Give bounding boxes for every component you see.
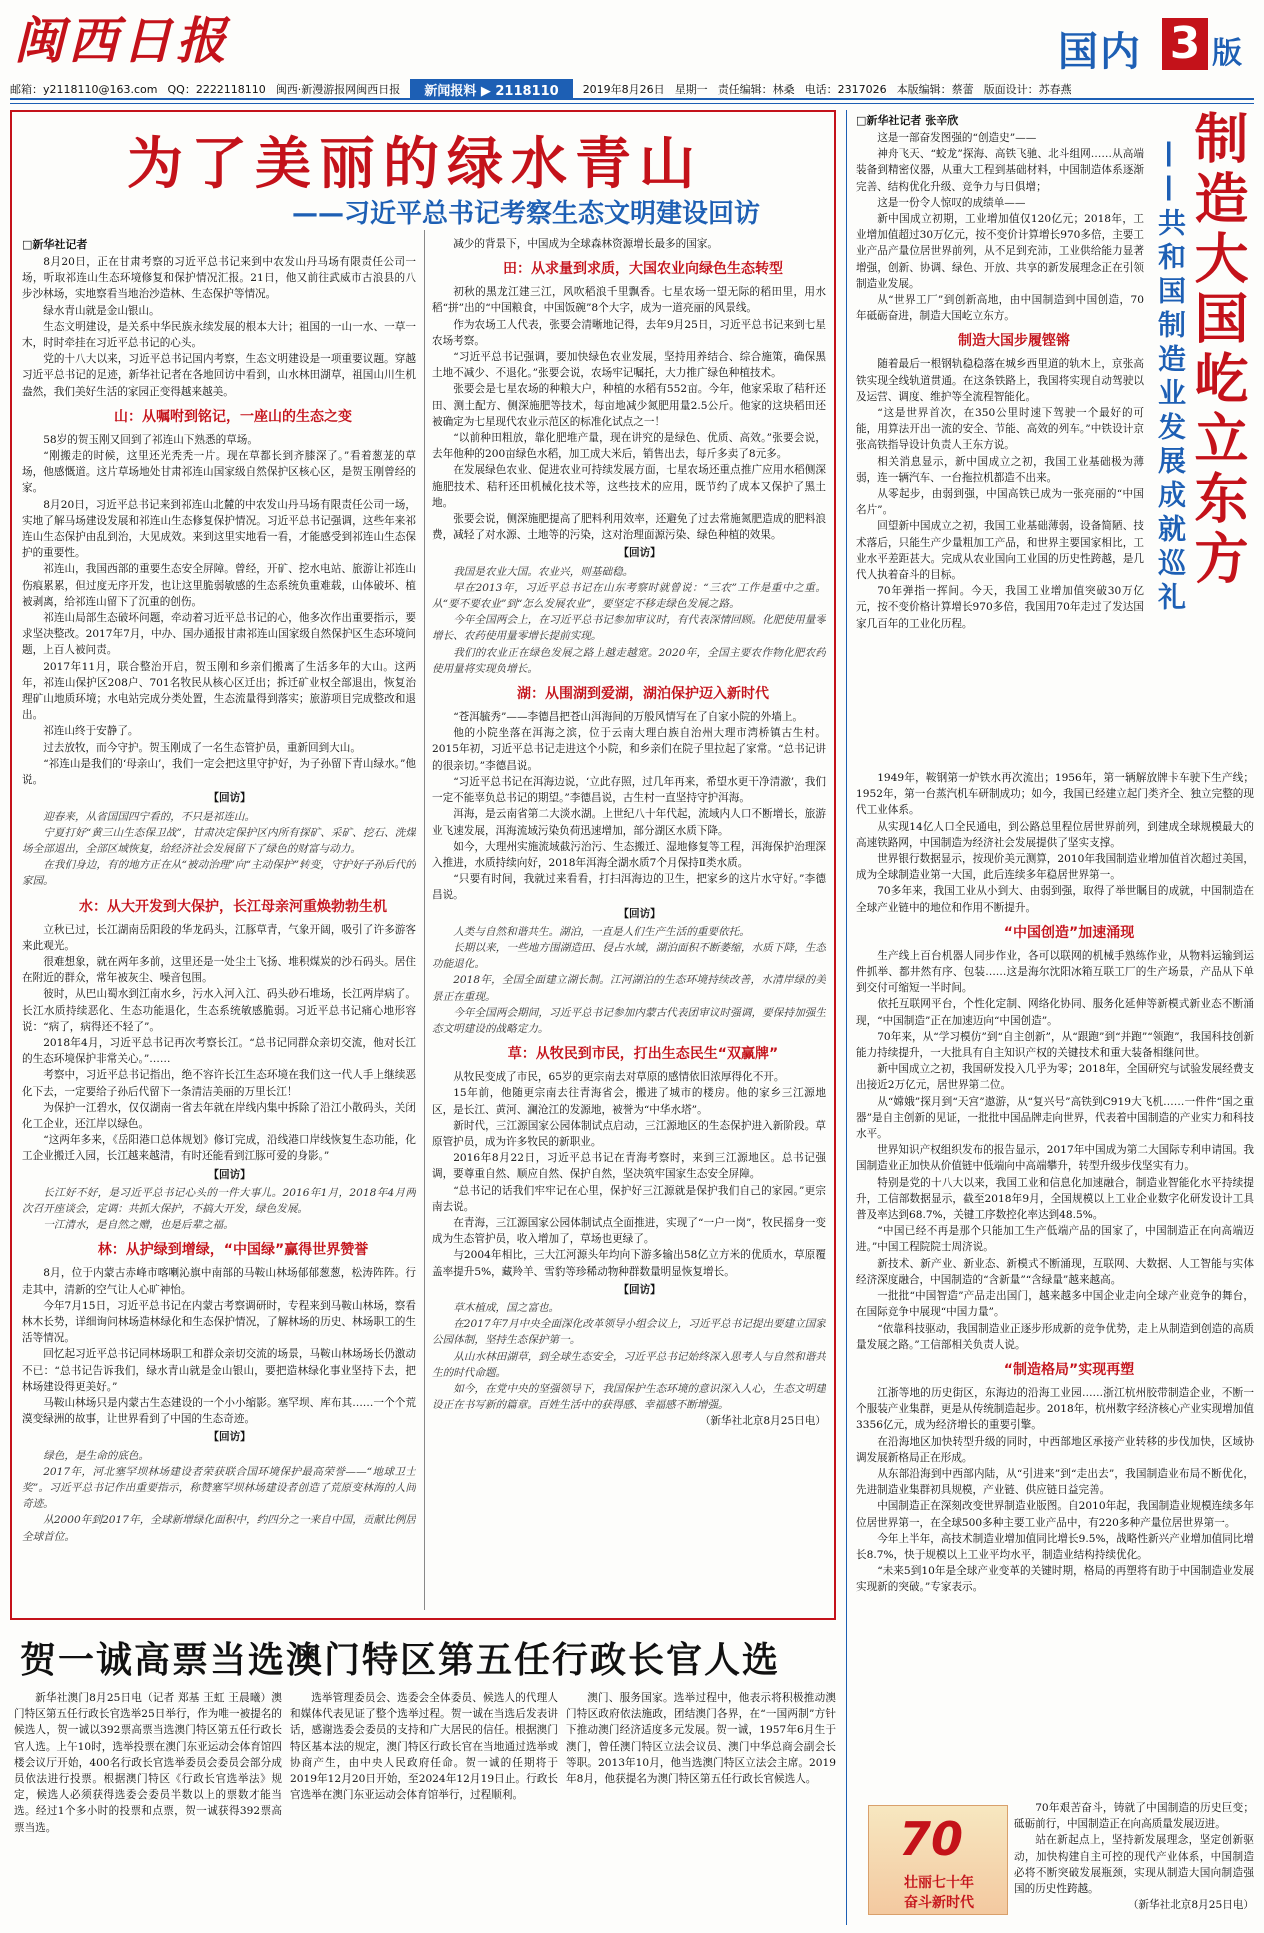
paragraph: 70年来，从“学习模仿”到“自主创新”，从“跟跑”到“并跑”“领跑”，我国科技创新能力持续提升，一大批具有自主知识产权的关键技术和重大装备相继问世。 — [856, 1030, 1254, 1060]
paragraph: 过去放牧，而今守护。贺玉刚成了一名生态管护员，重新回到大山。 — [43, 741, 361, 754]
emblem-line-2: 奋斗新时代 — [904, 1895, 974, 1911]
paragraph: 党的十八大以来，习近平总书记国内考察，生态文明建设是一项重要议题。穿越习近平总书记的足迹，新华社记者在各地回访中看到，山水林田湖草，祖国山川生机盎然，我们美好生活的家园正变得越来越美。 — [22, 353, 416, 398]
second-article-column-2 — [290, 1690, 558, 1926]
section-marker: 【回访】 — [208, 792, 251, 805]
paragraph: 新中国成立之初，我国研发投入几乎为零；2018年，全国研究与试验发展经费支出接近2万亿元，居世界第二位。 — [856, 1063, 1254, 1092]
paragraph: 站在新起点上，坚持新发展理念，坚定创新驱动，加快构建自主可控的现代产业体系，中国制造必将不断突破发展瓶颈，实现从制造大国向制造强国的历史性跨越。 — [1014, 1834, 1254, 1896]
commentary: 早在2013年，习近平总书记在山东考察时就曾说：“三农”工作是重中之重。从“要不要农业”到“怎么发展农业”，要坚定不移走绿色发展之路。 — [432, 581, 826, 611]
paragraph: 从零起步，由弱到强，中国高铁已成为一张亮丽的“中国名片”。 — [856, 488, 1144, 517]
paragraph: 新时代，三江源国家公园体制试点启动，三江源地区的生态保护进入新阶段。草原管护员，成为许多牧民的新职业。 — [432, 1119, 826, 1148]
subheading: 草：从牧民到市民，打出生态民生“双赢牌” — [507, 1046, 779, 1063]
paragraph: 初秋的黑龙江建三江，风吹稻浪千里飘香。七星农场一望无际的稻田里，用水稻“拼”出的“中国粮食，中国饭碗”8个大字，成为一道亮丽的风景线。 — [432, 286, 826, 315]
commentary: 我国是农业大国。农业兴，则基础稳。 — [453, 565, 634, 578]
paragraph: 从“嫦娥”探月到“天宫”遨游，从“复兴号”高铁到C919大飞机……一件件“国之重器”是自主创新的见证，一批批中国品牌走向世界，代表着中国制造的产业实力和科技水平。 — [856, 1095, 1254, 1141]
subheading: 制造大国步履铿锵 — [958, 333, 1070, 350]
paragraph: 70多年来，我国工业从小到大、由弱到强，取得了举世瞩目的成就，中国制造在全球产业链中的地位和作用不断提升。 — [856, 885, 1254, 914]
paragraph: 回望新中国成立之初，我国工业基础薄弱，设备简陋、技术落后，只能生产少量粗加工产品，和世界主要国家相比，工业水平差距甚大。完成从农业国向工业国的历史性跨越，是几代人执着奋斗的目标。 — [856, 520, 1144, 582]
proof: 版面设计：苏春燕 — [983, 83, 1072, 96]
paragraph: 15年前，他随更宗南去往青海省会，搬进了城市的楼房。他的家乡三江源地区，是长江、黄河、澜沧江的发源地，被誉为“中华水塔”。 — [432, 1087, 826, 1116]
paragraph: 58岁的贺玉刚又回到了祁连山下熟悉的草场。 — [43, 433, 258, 446]
paragraph: 从牧民变成了市民，65岁的更宗南去对草原的感情依旧浓厚得化不开。 — [453, 1071, 785, 1084]
paragraph: 祁连山终于安静了。 — [43, 725, 139, 738]
commentary: 从山水林田湖草，到全球生态安全，习近平总书记始终深入思考人与自然和谐共生的时代命题。 — [432, 1350, 826, 1379]
section-label — [1058, 14, 1258, 76]
designer: 本版编辑：蔡蕾 — [896, 83, 974, 96]
paragraph: 祁连山，我国西部的重要生态安全屏障。曾经，开矿、挖水电站、旅游让祁连山伤痕累累，但过度无序开发，也让这里脆弱敏感的生态系统负重难载，山体破坏、植被剥离，给祁连山留下了沉重的创伤。 — [22, 563, 416, 608]
paragraph: 回忆起习近平总书记同林场职工和群众亲切交流的场景，马鞍山林场场长仍激动不已：“总书记告诉我们，绿水青山就是金山银山，要把造林绿化事业坚持下去，把林场建设得更美好。” — [22, 1348, 416, 1393]
paragraph: 在发展绿色农业、促进农业可持续发展方面，七星农场还重点推广应用水稻侧深施肥技术、秸秆还田机械化技术等，这些技术的应用，既节约了成本又保护了黑土地。 — [432, 464, 826, 509]
sidebar-column-tail — [1014, 1800, 1254, 1928]
page-unit: 版 — [1212, 36, 1242, 71]
paragraph: 一批批“中国智造”产品走出国门，越来越多中国企业走向全球产业竞争的舞台，在国际竞争中展现“中国力量”。 — [856, 1290, 1254, 1319]
paragraph: 绿水青山就是金山银山。 — [43, 304, 160, 317]
second-headline: 贺一诚高票当选澳门特区第五任行政长官人选 — [20, 1639, 781, 1681]
paragraph: 相关消息显示，新中国成立之初，我国工业基础极为薄弱，连一辆汽车、一台拖拉机都造不出来。 — [856, 455, 1144, 484]
subheading: 林：从护绿到增绿，“中国绿”赢得世界赞誉 — [97, 1242, 369, 1259]
main-article-column-1 — [22, 254, 416, 1610]
commentary: 长江好不好，是习近平总书记心头的一件大事儿。2016年1月，2018年4月两次召开座谈会，定调：共抓大保护，不搞大开发，绿色发展。 — [22, 1186, 416, 1215]
paragraph: 从实现14亿人口全民通电，到公路总里程位居世界前列，到建成全球规模最大的高速铁路网，中国制造为经济社会发展提供了坚实支撑。 — [856, 820, 1254, 849]
anniversary-emblem — [868, 1805, 1008, 1915]
paragraph: 张要会说，侧深施肥提高了肥料利用效率，还避免了过去常施氮肥造成的肥料浪费，减轻了对水源、土地等的污染，这对治理面源污染、绿色种植的效果。 — [432, 513, 826, 542]
paragraph: 新技术、新产业、新业态、新模式不断涌现，互联网、大数据、人工智能与实体经济深度融合，中国制造的“含新量”“含绿量”越来越高。 — [856, 1257, 1254, 1286]
subheading: 田：从求量到求质，大国农业向绿色生态转型 — [503, 261, 783, 278]
commentary: 宁夏打好“黄三山生态保卫战”，甘肃决定保护区内所有探矿、采矿、挖石、洗煤场全部退出，全部区域恢复，给经济社会发展留下了绿色的财富与动力。 — [22, 826, 416, 855]
sidebar-divider — [846, 110, 847, 1925]
paragraph: “习近平总书记强调，要加快绿色农业发展，坚持用养结合、综合施策，确保黑土地不减少、不退化。”张要会说，农场牢记嘱托，大力推广绿色种植技术。 — [432, 351, 826, 380]
subheading: 水：从大开发到大保护，长江母亲河重焕勃勃生机 — [79, 898, 387, 915]
paragraph: 中国制造正在深刻改变世界制造业版图。自2010年起，我国制造业规模连续多年位居世界第一，在全球500多种主要工业产品中，有220多种产量位居世界第一。 — [856, 1500, 1254, 1529]
sidebar-byline: □新华社记者 张辛欣 — [856, 114, 959, 127]
commentary: 如今，在党中央的坚强领导下，我国保护生态环境的意识深入人心，生态文明建设正在书写新的篇章。百姓生活中的获得感、幸福感不断增强。 — [432, 1383, 826, 1412]
subheading: 山：从嘱咐到铭记，一座山的生态之变 — [114, 408, 352, 425]
paragraph: “习近平总书记在洱海边说，‘立此存照，过几年再来，希望水更干净清澈’，我们一定不能辜负总书记的期望。”李德昌说，古生村一直坚持守护洱海。 — [432, 775, 826, 805]
paragraph: “总书记的话我们牢牢记在心里，保护好三江源就是保护我们自己的家园。”更宗南去说。 — [432, 1184, 826, 1213]
paragraph: 在沿海地区加快转型升级的同时，中西部地区承接产业转移的步伐加快，区域协调发展新格局正在形成。 — [856, 1435, 1254, 1464]
sidebar-subheadline: ——共和国制造业发展成就巡礼 — [1154, 140, 1187, 616]
section-marker: 【回访】 — [618, 547, 661, 560]
paragraph: “以前种田粗放，靠化肥堆产量，现在讲究的是绿色、优质、高效。”张要会说，去年他种的200亩绿色水稻，加工成大米后，销售出去，每斤多卖了8元多。 — [432, 432, 826, 461]
weekday: 星期一 — [674, 83, 708, 96]
paragraph: “刚搬走的时候，这里还光秃秃一片。现在草都长到齐膝深了。”看着葱茏的草场，他感慨道。这片草场地处甘肃祁连山国家级自然保护区核心区，是贺玉刚曾经的家。 — [22, 450, 416, 495]
paragraph: “这是世界首次，在350公里时速下驾驶一个最好的可能，用算法开出一流的安全、节能、高效的列车。”中铁设计京张高铁指导设计负责人王东方说。 — [856, 407, 1144, 452]
section-marker: 【回访】 — [618, 907, 661, 920]
paragraph: 很难想象，就在两年多前，这里还是一处尘土飞扬、堆积煤炭的沙石码头。居住在附近的群众，常年被灰尘、噪音包围。 — [22, 955, 416, 985]
commentary: 在我们身边，有的地方正在从“被动治理”向“主动保护”转变，守护好子孙后代的家园。 — [22, 859, 416, 888]
slogan: 闽西·新漫游报网闽西日报 — [275, 83, 401, 96]
paragraph: 彼时，从巴山蜀水到江南水乡，污水入河入江、码头砂石堆场，长江两岸病了。长江水质持续恶化、生态功能退化，生态系统敏感脆弱。习近平总书记痛心地形容说：“病了，病得还不轻了”。 — [22, 988, 416, 1033]
email: 邮箱：y2118110@163.com — [10, 83, 158, 96]
paragraph: 从“世界工厂”到创新高地，由中国制造到中国创造，70年砥砺奋进，制造大国屹立东方。 — [856, 294, 1144, 323]
commentary: 在2017年7月中央全面深化改革领导小组会议上，习近平总书记提出要建立国家公园体制，坚持生态保护第一。 — [432, 1318, 826, 1347]
qq: QQ：2222118110 — [167, 83, 266, 96]
paragraph: “只要有时间，我就过来看看，打扫洱海边的卫生，把家乡的这片水守好。”李德昌说。 — [432, 873, 826, 902]
second-article-column-3 — [566, 1690, 836, 1926]
paragraph: 立秋已过，长江湖南岳阳段的华龙码头，江豚草青，气象开阔，吸引了许多游客来此观光。 — [22, 923, 416, 952]
paragraph: 新华社澳门8月25日电（记者 郑基 王虹 王晨曦）澳门特区第五任行政长官选举25日举行，作为唯一被提名的候选人，贺一诚以392票高票当选澳门特区第五任行政长官人选。上午10时，选举投票在澳门东亚运动会体育馆四楼会议厅开始，400名行政长官选举委员会委员会部分成员依法进行投票。根据澳门特区《行政长官选举法》规定，候选人必须获得选委会委员半数以上的票数才能当选。经过1个多小时的投票和点票，贺一诚获得392票高票当选。 — [14, 1692, 282, 1834]
commentary: 迎春来，从省国国四宁看的，不只是祁连山。 — [43, 810, 256, 823]
commentary: 2018年，全国全面建立湖长制。江河湖泊的生态环境持续改善，水清岸绿的美景正在重现。 — [432, 974, 826, 1003]
paragraph: 张要会是七星农场的种粮大户，种植的水稻有552亩。今年，他家采取了秸秆还田、测土配方、侧深施肥等技术，每亩地减少氮肥用量2.5公斤。他家的这块稻田还被确定为七星现代农业示范区的标准化试点之一！ — [432, 383, 826, 428]
commentary: 一江清水，是自然之赠，也是后辈之福。 — [43, 1219, 234, 1232]
sidebar-column-top — [856, 130, 1144, 770]
paragraph: 洱海，是云南省第二大淡水湖。上世纪八十年代起，流域内人口不断增长，旅游业飞速发展，洱海流域污染负荷迅速增加，部分湖区水质下降。 — [432, 808, 826, 837]
subheading: “制造格局”实现再塑 — [1003, 1361, 1135, 1378]
editor: 责任编辑：林桑 — [717, 83, 795, 96]
main-headline: 为了美丽的绿水青山 — [127, 132, 703, 197]
paragraph: “未来5到10年是全球产业变革的关键时期，格局的再塑将有助于中国制造业发展实现新的突破。”专家表示。 — [856, 1565, 1254, 1594]
paragraph: 这是一份令人惊叹的成绩单—— — [877, 196, 1026, 209]
paragraph: 在青海，三江源国家公园体制试点全面推进，实现了“一户一岗”，牧民摇身一变成为生态管护员，收入增加了，草场也更绿了。 — [432, 1216, 826, 1246]
commentary: 长期以来，一些地方围湖造田、侵占水域，湖泊面积不断萎缩，水质下降，生态功能退化。 — [432, 941, 826, 971]
paragraph: 2017年11月，联合整治开启，贺玉刚和乡亲们搬离了生活多年的大山。这两年，祁连山保护区208户、701名牧民从核心区迁出；拆迁矿业权全部退出，恢复治理矿山地质环境；水电站完成分类处置，生态流量得到落实；旅游项目完成整改和退出。 — [22, 660, 416, 722]
paragraph: 今年7月15日，习近平总书记在内蒙古考察调研时，专程来到马鞍山林场，察看林木长势，详细询问林场造林绿化和生态保护情况，了解林场的历史、林场职工的生活等情况。 — [22, 1299, 416, 1345]
dateline: （新华社北京8月25日电） — [1127, 1899, 1254, 1912]
commentary: 人类与自然和谐共生。湖泊，一直是人们生产生活的重要依托。 — [453, 925, 750, 938]
sidebar-headline: 制造大国屹立东方 — [1186, 110, 1249, 590]
subheading: “中国创造”加速涌现 — [1003, 924, 1135, 941]
header-rule — [10, 103, 1254, 104]
paragraph: “中国已经不再是那个只能加工生产低端产品的国家了，中国制造正在向高端迈进。”中国工程院院士周济说。 — [856, 1225, 1254, 1254]
main-article-column-2 — [432, 236, 826, 1610]
paragraph: 马鞍山林场只是内蒙古生态建设的一个小小缩影。塞罕坝、库布其……一个个荒漠变绿洲的故事，让世界看到了中国的生态奇迹。 — [22, 1397, 416, 1426]
commentary: 今年全国两会期间，习近平总书记参加内蒙古代表团审议时强调，要保持加强生态文明建设的战略定力。 — [432, 1006, 826, 1035]
paragraph: 8月，位于内蒙古赤峰市喀喇沁旗中南部的马鞍山林场郁郁葱葱，松涛阵阵。行走其中，清新的空气让人心旷神怡。 — [22, 1267, 416, 1296]
section-marker: 【回访】 — [208, 1431, 251, 1444]
paragraph: 考察中，习近平总书记指出，绝不容许长江生态环境在我们这一代人手上继续恶化下去，一定要给子孙后代留下一条清洁美丽的万里长江！ — [22, 1069, 416, 1098]
paragraph: 2016年8月22日，习近平总书记在青海考察时，来到三江源地区。总书记强调，要尊重自然、顺应自然、保护自然，坚决筑牢国家生态安全屏障。 — [432, 1152, 826, 1181]
section-marker: 【回访】 — [208, 1168, 251, 1181]
emblem-number: 70 — [899, 1812, 964, 1866]
main-byline: □新华社记者 — [22, 238, 88, 251]
page-number: 3 — [1162, 18, 1208, 70]
paragraph: 江浙等地的历史街区，东海边的沿海工业园……浙江杭州胶带制造企业，不断一个服装产业集群，更是从传统制造起步。2018年，杭州数字经济核心产业实现增加值3356亿元，成为经济增长的重要引擎。 — [856, 1386, 1254, 1432]
phone: 电话：2317026 — [804, 83, 887, 96]
info-bar — [10, 80, 1254, 100]
issue-date: 2019年8月26日 — [582, 83, 665, 96]
paragraph: 从东部沿海到中西部内陆，从“引进来”到“走出去”，我国制造业布局不断优化，先进制造业集群初具规模，产业链、供应链日益完善。 — [856, 1467, 1254, 1497]
paragraph: 与2004年相比，三大江河源头年均向下游多输出58亿立方米的优质水，草原覆盖率提升5%，藏羚羊、雪豹等珍稀动物种群数量明显恢复增长。 — [432, 1249, 826, 1278]
paragraph: 生产线上百台机器人同步作业，各可以联网的机械手熟练作业，从物料运输到运件抓举、都井然有序、包装……这是海尔沈阳冰箱互联工厂的生产场景，产品从下单到交付可缩短一半时间。 — [856, 949, 1254, 995]
paragraph: 70年艰苦奋斗，铸就了中国制造的历史巨变；砥砺前行，中国制造正在向高质量发展迈进。 — [1014, 1802, 1254, 1831]
dateline: （新华社北京8月25日电） — [699, 1415, 826, 1428]
main-subheadline: ——习近平总书记考察生态文明建设回访 — [291, 199, 760, 229]
paragraph: 8月20日，正在甘肃考察的习近平总书记来到中农发山丹马场有限责任公司一场，听取祁连山生态环境修复和保护情况汇报。21日，他又前往武威市古浪县的八步沙林场，实地察看当地治沙造林、生态保护等情况。 — [22, 256, 416, 301]
paragraph: 2018年4月，习近平总书记再次考察长江。“总书记同群众亲切交流，他对长江的生态环境保护非常关心。”…… — [22, 1036, 416, 1066]
paragraph: “苍洱毓秀”——李德昌把苍山洱海间的万般风情写在了自家小院的外墙上。 — [453, 711, 804, 724]
commentary: 今年全国两会上，在习近平总书记参加审议时，有代表深情回顾。化肥使用量零增长、农药使用量零增长提前实现。 — [432, 614, 826, 643]
paragraph: 祁连山局部生态破坏问题，牵动着习近平总书记的心，他多次作出重要指示，要求坚决整改。2017年7月，中办、国办通报甘肃祁连山国家级自然保护区生态环境问题，上百人被问责。 — [22, 612, 416, 657]
paragraph: 世界知识产权组织发布的报告显示，2017年中国成为第二大国际专利申请国。我国制造业正加快从价值链中低端向中高端攀升，转型升级步伐坚实有力。 — [856, 1144, 1254, 1173]
paragraph: 如今，大理州实施流域截污治污、生态搬迁、湿地修复等工程，洱海保护治理深入推进，水质持续向好，2018年洱海全湖水质7个月保持Ⅱ类水质。 — [432, 840, 826, 869]
paragraph: 今年上半年，高技术制造业增加值同比增长9.5%，战略性新兴产业增加值同比增长8.7%，快于规模以上工业平均水平，制造业结构持续优化。 — [856, 1532, 1254, 1561]
commentary: 从2000年到2017年，全球新增绿化面积中，约四分之一来自中国，贡献比例居全球首位。 — [22, 1514, 416, 1543]
paragraph: 选举管理委员会、选委会全体委员、候选人的代理人和媒体代表见证了整个选举过程。贺一诚在当选后发表讲话，感谢选委会委员的支持和广大居民的信任。根据澳门特区基本法的规定，澳门特区行政长官在当地通过选举或协商产生，由中央人民政府任命。贺一诚的任期将于2019年12月20日开始，至2024年12月19日止。行政长官选举在澳门东亚运动会体育馆举行，过程顺利。 — [290, 1692, 558, 1802]
commentary: 绿色，是生命的底色。 — [43, 1449, 150, 1462]
paragraph: “这两年多来，《岳阳港口总体规划》修订完成，沿线港口岸线恢复生态功能，化工企业搬迁入园，长江越来越清，有时还能看到江豚可爱的身影。” — [22, 1134, 416, 1163]
paragraph: 减少的背景下，中国成为全球森林资源增长最多的国家。 — [453, 238, 719, 250]
paragraph: 生态文明建设，是关系中华民族永续发展的根本大计；祖国的一山一水、一草一木，时时牵挂在习近平总书记的心头。 — [22, 320, 416, 350]
commentary: 2017年，河北塞罕坝林场建设者荣获联合国环境保护最高荣誉——“地球卫士奖”。习近平总书记作出重要指示，称赞塞罕坝林场建设者创造了荒原变林海的人间奇迹。 — [22, 1465, 416, 1511]
paragraph: 这是一部奋发图强的“创造史”—— — [877, 132, 1037, 144]
paragraph: 为保护一江碧水，仅仅湖南一省去年就在岸线内集中拆除了沿江小散码头，关闭化工企业，还江岸以绿色。 — [22, 1101, 416, 1130]
paragraph: 神舟飞天、“蛟龙”探海、高铁飞驰、北斗组网……从高端装备到精密仪器，从重大工程到基础材料，中国制造体系逐渐完善、结构优化升级、竞争力与日俱增； — [856, 148, 1144, 193]
paragraph: 1949年，鞍钢第一炉铁水再次流出；1956年，第一辆解放牌卡车驶下生产线；1952年，第一台蒸汽机车研制成功；如今，我国已经建立起门类齐全、独立完整的现代工业体系。 — [856, 772, 1254, 817]
paragraph: 新中国成立初期，工业增加值仅120亿元；2018年，工业增加值超过30万亿元，按不变价计算增长970多倍，主要工业产品产量位居世界前列，从不足到充沛，工业供给能力显著增强，创新、协调、绿色、开放、共享的新发展理念正在引领制造业发展。 — [856, 213, 1144, 290]
paragraph: 8月20日，习近平总书记来到祁连山北麓的中农发山丹马场有限责任公司一场，实地了解马场建设发展和祁连山生态修复保护情况。习近平总书记强调，这些年来祁连山生态保护由乱到治，大见成效。来到这里实地看一看，才能感受到祁连山生态保护的重要性。 — [22, 498, 416, 560]
paragraph: 世界银行数据显示，按现价美元测算，2010年我国制造业增加值首次超过美国，成为全球制造业第一大国，此后连续多年稳居世界第一。 — [856, 853, 1254, 882]
column-divider — [424, 230, 425, 1610]
paragraph: 随着最后一根钢轨稳稳落在城乡西里道的轨木上，京张高铁实现全线轨道贯通。在这条铁路上，我国将实现自动驾驶以及运营、调度、维护等全流程智能化。 — [856, 358, 1144, 403]
newspaper-logo: 闽西日报 — [14, 11, 230, 70]
section-name: 国内 — [1058, 29, 1142, 75]
paragraph: 澳门、服务国家。选举过程中，他表示将积极推动澳门特区政府依法施政，团结澳门各界，在“一国两制”方针下推动澳门经济适度多元发展。贺一诚，1957年6月生于澳门，曾任澳门特区立法会议员、澳门中华总商会副会长等职。2013年10月，他当选澳门特区立法会主席。2019年8月，他获提名为澳门特区第五任行政长官候选人。 — [566, 1692, 836, 1786]
emblem-line-1: 壮丽七十年 — [904, 1875, 974, 1891]
paragraph: “依靠科技驱动，我国制造业正逐步形成新的竞争优势，走上从制造到创造的高质量发展之路。”工信部相关负责人说。 — [856, 1322, 1254, 1351]
paragraph: 特别是党的十八大以来，我国工业和信息化加速融合，制造业智能化水平持续提升，工信部数据显示，截至2018年9月，全国规模以上工业企业数字化研发设计工具普及率达到68.7%，关键工序数控化率达到48.5%。 — [856, 1176, 1254, 1222]
paragraph: “祁连山是我们的‘母亲山’，我们一定会把这里守护好，为子孙留下青山绿水。”他说。 — [22, 757, 416, 787]
commentary: 我们的农业正在绿色发展之路上越走越宽。2020年，全国主要农作物化肥农药使用量将实现负增长。 — [432, 646, 826, 675]
subheading: 湖：从围湖到爱湖，湖泊保护迈入新时代 — [517, 686, 769, 703]
paragraph: 作为农场工人代表，张要会清晰地记得，去年9月25日，习近平总书记来到七星农场考察。 — [432, 318, 826, 347]
second-article-column-1 — [14, 1690, 282, 1926]
paragraph: 他的小院坐落在洱海之滨，位于云南大理白族自治州大理市湾桥镇古生村。2015年初，习近平总书记走进这个小院，和乡亲们在院子里拉起了家常。“总书记讲的很亲切。”李德昌说。 — [432, 727, 826, 772]
commentary: 草木植成，国之富也。 — [453, 1301, 560, 1314]
news-hotline: 新闻报料 ▶ 2118110 — [410, 79, 572, 100]
sidebar-column-bottom — [856, 770, 1254, 1800]
paragraph: 依托互联网平台，个性化定制、网络化协同、服务化延伸等新模式新业态不断涌现，“中国制造”正在加速迈向“中国创造”。 — [856, 998, 1254, 1027]
section-marker: 【回访】 — [618, 1283, 661, 1296]
paragraph: 70年弹指一挥间。今天，我国工业增加值突破30万亿元，按不变价格计算增长970多倍，我国用70年走过了发达国家几百年的工业化历程。 — [856, 585, 1144, 630]
